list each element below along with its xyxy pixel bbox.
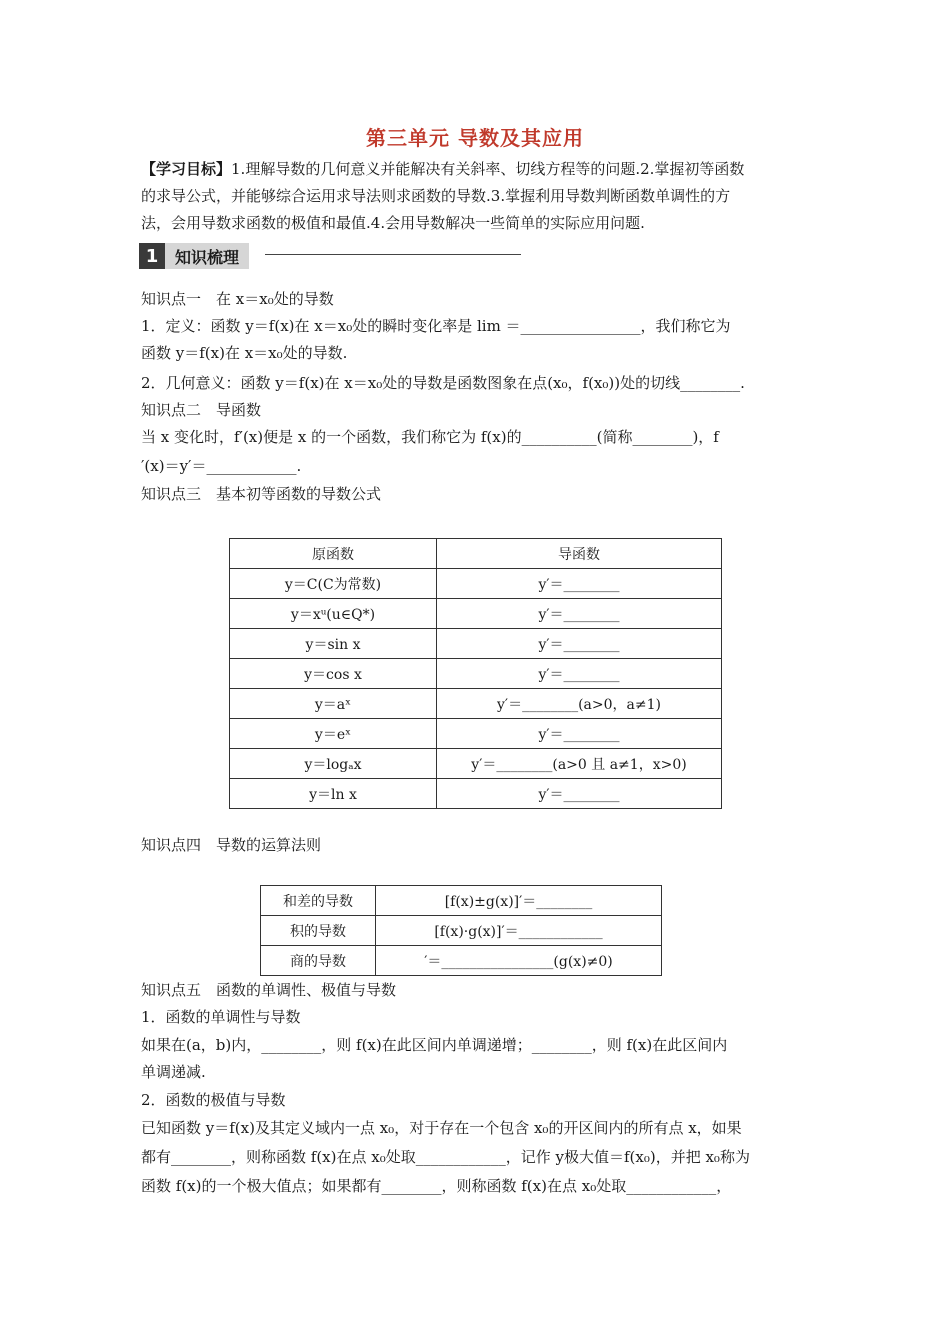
operation-rules-table bbox=[260, 885, 662, 976]
table-cell: y′＝________ bbox=[437, 599, 722, 629]
table-cell: y＝eˣ bbox=[230, 719, 437, 749]
page-title: 第三单元 导数及其应用 bbox=[366, 126, 584, 150]
kp5-line-5: 函数 f(x)的一个极大值点；如果都有________，则称函数 f(x)在点 x₀处取____________， bbox=[141, 1177, 732, 1195]
table-cell: y＝xᵘ(u∈Q*) bbox=[230, 599, 437, 629]
table-cell: y′＝________ bbox=[437, 719, 722, 749]
kp4-heading: 知识点四 导数的运算法则 bbox=[141, 836, 322, 854]
table-row bbox=[230, 779, 722, 809]
table-cell: ′＝________________(g(x)≠0) bbox=[376, 946, 662, 976]
kp2-line-1: 当 x 变化时，f′(x)便是 x 的一个函数，我们称它为 f(x)的__________(简称________)，f bbox=[141, 428, 719, 446]
table-cell: y＝cos x bbox=[230, 659, 437, 689]
table-cell: y′＝________ bbox=[437, 659, 722, 689]
table-cell: [f(x)·g(x)]′＝____________ bbox=[376, 916, 662, 946]
table-row bbox=[230, 659, 722, 689]
kp2-line-2: ′(x)＝y′＝____________. bbox=[141, 457, 302, 475]
objectives-tag: 【学习目标】 bbox=[141, 160, 232, 178]
table-row bbox=[261, 886, 662, 916]
table-row bbox=[230, 569, 722, 599]
table-cell: 商的导数 bbox=[261, 946, 376, 976]
table-cell: y＝logₐx bbox=[230, 749, 437, 779]
table-cell: y＝ln x bbox=[230, 779, 437, 809]
derivative-formula-table bbox=[229, 538, 722, 809]
table-row bbox=[230, 689, 722, 719]
table-row bbox=[230, 749, 722, 779]
objectives-line-2: 的求导公式，并能够综合运用求导法则求函数的导数.3.掌握利用导数判断函数单调性的方 bbox=[141, 187, 731, 205]
kp3-heading: 知识点三 基本初等函数的导数公式 bbox=[141, 485, 382, 503]
objectives-line-1 bbox=[141, 156, 813, 182]
objectives-text-1: 1.理解导数的几何意义并能解决有关斜率、切线方程等的问题.2.掌握初等函数 bbox=[231, 160, 745, 178]
table-cell: [f(x)±g(x)]′＝________ bbox=[376, 886, 662, 916]
table-row bbox=[261, 946, 662, 976]
table-header-cell: 原函数 bbox=[230, 539, 437, 569]
section-rule bbox=[265, 254, 521, 255]
table-header-row bbox=[230, 539, 722, 569]
table-cell: y′＝________(a>0，a≠1) bbox=[437, 689, 722, 719]
kp5-heading: 知识点五 函数的单调性、极值与导数 bbox=[141, 981, 397, 999]
section-label: 知识梳理 bbox=[165, 243, 249, 269]
kp5-line-1: 如果在(a，b)内，________，则 f(x)在此区间内单调递增；________，则 f(x)在此区间内 bbox=[141, 1036, 728, 1054]
table-cell: y＝C(C为常数) bbox=[230, 569, 437, 599]
table-cell: y′＝________ bbox=[437, 629, 722, 659]
kp5-line-2: 单调递减. bbox=[141, 1063, 206, 1081]
table-cell: y＝sin x bbox=[230, 629, 437, 659]
table-row bbox=[230, 599, 722, 629]
kp1-line-2: 函数 y＝f(x)在 x＝x₀处的导数. bbox=[141, 344, 348, 362]
kp5-subheading-2: 2．函数的极值与导数 bbox=[141, 1091, 286, 1109]
table-cell: 和差的导数 bbox=[261, 886, 376, 916]
table-header-cell: 导函数 bbox=[437, 539, 722, 569]
table-cell: y′＝________ bbox=[437, 569, 722, 599]
kp5-line-3: 已知函数 y＝f(x)及其定义域内一点 x₀，对于存在一个包含 x₀的开区间内的所有点 x，如果 bbox=[141, 1119, 742, 1137]
table-row bbox=[230, 719, 722, 749]
table-cell: y′＝________ bbox=[437, 779, 722, 809]
table-cell: y′＝________(a>0 且 a≠1，x>0) bbox=[437, 749, 722, 779]
kp2-heading: 知识点二 导函数 bbox=[141, 401, 262, 419]
kp5-line-4: 都有________，则称函数 f(x)在点 x₀处取____________，记作 y极大值＝f(x₀)，并把 x₀称为 bbox=[141, 1148, 750, 1166]
table-row bbox=[230, 629, 722, 659]
kp1-heading: 知识点一 在 x＝x₀处的导数 bbox=[141, 290, 334, 308]
objectives-line-3: 法，会用导数求函数的极值和最值.4.会用导数解决一些简单的实际应用问题. bbox=[141, 214, 645, 232]
section-header bbox=[139, 243, 249, 269]
kp5-subheading-1: 1．函数的单调性与导数 bbox=[141, 1008, 301, 1026]
table-cell: 积的导数 bbox=[261, 916, 376, 946]
table-row bbox=[261, 916, 662, 946]
section-number: 1 bbox=[139, 243, 165, 269]
kp1-line-1: 1．定义：函数 y＝f(x)在 x＝x₀处的瞬时变化率是 lim ＝________________，我们称它为 bbox=[141, 317, 731, 335]
table-cell: y＝aˣ bbox=[230, 689, 437, 719]
kp1-line-3: 2．几何意义：函数 y＝f(x)在 x＝x₀处的导数是函数图象在点(x₀，f(x₀))处的切线________. bbox=[141, 374, 745, 392]
